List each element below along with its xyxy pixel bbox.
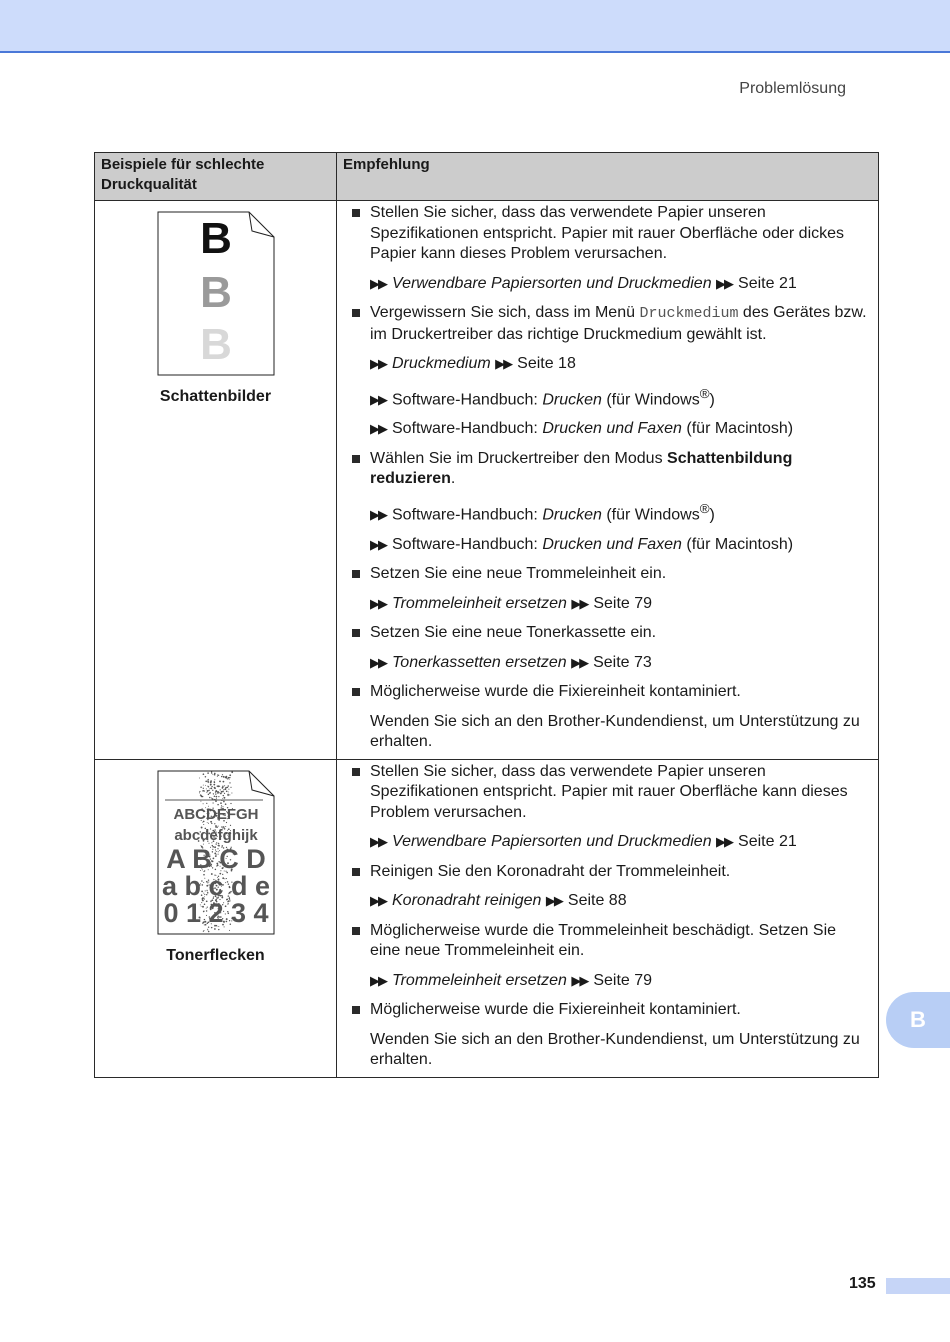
bullet-note: Wenden Sie sich an den Brother-Kundendienst, um Unterstützung zu erhalten. bbox=[370, 712, 860, 751]
double-arrow-icon: ▶▶ bbox=[571, 972, 588, 988]
reference-title: Verwendbare Papiersorten und Druckmedien bbox=[392, 833, 712, 851]
bullet-square-icon bbox=[352, 570, 360, 578]
example-caption: Tonerflecken bbox=[166, 946, 265, 964]
cross-reference bbox=[351, 354, 868, 375]
bullet-item bbox=[351, 449, 868, 490]
reference-suffix: (für Windows bbox=[601, 506, 700, 524]
double-arrow-icon: ▶▶ bbox=[571, 595, 588, 611]
cross-reference bbox=[351, 971, 868, 992]
example-caption: Schattenbilder bbox=[159, 388, 272, 405]
double-arrow-icon: ▶▶ bbox=[716, 834, 733, 850]
header-band bbox=[0, 0, 950, 53]
reference-page[interactable] bbox=[546, 892, 627, 909]
reference-title: Koronadraht reinigen bbox=[392, 892, 542, 910]
page-number-bar bbox=[886, 1278, 950, 1294]
bullet-text: Setzen Sie eine neue Trommeleinheit ein. bbox=[370, 565, 667, 583]
sample-line-2: abcdefghijk bbox=[173, 826, 258, 844]
registered-mark: ® bbox=[699, 385, 710, 401]
bullet-square-icon bbox=[352, 1006, 360, 1014]
cross-reference bbox=[351, 535, 868, 556]
sample-line-4: a b c d e bbox=[161, 870, 270, 901]
bullet-item bbox=[351, 564, 868, 585]
double-arrow-icon: ▶▶ bbox=[571, 654, 588, 670]
cross-reference bbox=[351, 653, 868, 674]
double-arrow-icon: ▶▶ bbox=[370, 421, 386, 437]
bullet-item bbox=[351, 921, 868, 962]
page-link: Seite 79 bbox=[593, 594, 653, 612]
bullet-text: Möglicherweise wurde die Fixiereinheit kontaminiert. bbox=[370, 683, 741, 701]
reference-title: Drucken und Faxen bbox=[542, 420, 682, 438]
sample-line-5: 0 1 2 3 4 bbox=[162, 897, 269, 928]
ghost-image-illustration bbox=[157, 211, 275, 376]
cross-reference bbox=[351, 832, 868, 853]
bullet-text: Stellen Sie sicher, dass das verwendete Papier unseren Spezifikationen entspricht. Papier mit rauer Oberfläche kann dieses Problem verursachen. bbox=[370, 762, 848, 821]
reference-page[interactable] bbox=[571, 654, 652, 671]
table-header-row bbox=[95, 153, 879, 201]
reference-page[interactable] bbox=[716, 833, 797, 850]
reference-prefix: Software-Handbuch: bbox=[392, 420, 543, 438]
section-title: Problemlösung bbox=[739, 80, 846, 97]
bullet-item bbox=[351, 682, 868, 703]
page-link: Seite 21 bbox=[738, 274, 797, 292]
reference-title: Drucken bbox=[542, 506, 602, 524]
bullet-text: Stellen Sie sicher, dass das verwendete Papier unseren Spezifikationen entspricht. Papier mit rauer Oberfläche oder dickes Papier kann dieses Problem verursachen. bbox=[370, 204, 845, 262]
reference-suffix: (für Macintosh) bbox=[681, 535, 794, 553]
double-arrow-icon: ▶▶ bbox=[545, 893, 562, 909]
bullet-item bbox=[351, 623, 868, 644]
cross-reference bbox=[351, 891, 868, 912]
chapter-tab: B bbox=[886, 992, 950, 1048]
cross-reference bbox=[351, 274, 868, 295]
double-arrow-icon: ▶▶ bbox=[716, 275, 733, 291]
bullet-square-icon bbox=[352, 455, 360, 463]
reference-title: Druckmedium bbox=[392, 355, 491, 372]
reference-title: Trommeleinheit ersetzen bbox=[392, 971, 567, 989]
bullet-text: . bbox=[450, 470, 456, 488]
reference-close: ) bbox=[709, 390, 715, 408]
cross-reference bbox=[351, 594, 868, 615]
bullet-text: Möglicherweise wurde die Fixiereinheit kontaminiert. bbox=[370, 1001, 741, 1019]
cross-reference bbox=[351, 499, 868, 526]
ghost-letter-mid: B bbox=[199, 268, 232, 317]
reference-prefix: Software-Handbuch: bbox=[392, 506, 543, 524]
troubleshooting-table bbox=[94, 152, 879, 1078]
reference-title: Drucken bbox=[542, 390, 602, 408]
bullet-text: Vergewissern Sie sich, dass im Menü bbox=[370, 304, 640, 321]
page-link: Seite 21 bbox=[738, 833, 797, 851]
page-number: 135 bbox=[849, 1275, 876, 1292]
double-arrow-icon: ▶▶ bbox=[370, 507, 386, 523]
sample-line-1: ABCDEFGH bbox=[173, 805, 258, 823]
bullet-text: Reinigen Sie den Koronadraht der Trommeleinheit. bbox=[370, 862, 731, 880]
table-row bbox=[95, 201, 879, 760]
double-arrow-icon: ▶▶ bbox=[370, 972, 386, 988]
page-link: Seite 18 bbox=[517, 355, 576, 372]
double-arrow-icon: ▶▶ bbox=[370, 893, 386, 909]
double-arrow-icon: ▶▶ bbox=[370, 391, 386, 407]
double-arrow-icon: ▶▶ bbox=[370, 356, 386, 371]
sample-line-3: A B C D bbox=[165, 843, 266, 874]
double-arrow-icon: ▶▶ bbox=[370, 275, 386, 291]
table-row bbox=[95, 759, 879, 1077]
reference-prefix: Software-Handbuch: bbox=[392, 390, 543, 408]
page-link: Seite 73 bbox=[593, 653, 652, 671]
ghost-letter-dark: B bbox=[199, 214, 232, 263]
recommendation-cell bbox=[337, 201, 879, 760]
bullet-text: Möglicherweise wurde die Trommeleinheit beschädigt. Setzen Sie eine neue Trommeleinheit ein. bbox=[370, 921, 837, 960]
reference-title: Trommeleinheit ersetzen bbox=[392, 594, 567, 612]
reference-prefix: Software-Handbuch: bbox=[392, 535, 543, 553]
bullet-square-icon bbox=[352, 309, 360, 317]
example-cell bbox=[95, 759, 337, 1077]
bullet-square-icon bbox=[352, 209, 360, 217]
menu-name: Druckmedium bbox=[639, 305, 739, 322]
bullet-item bbox=[351, 203, 868, 265]
example-cell bbox=[95, 201, 337, 760]
column-header-recommendation: Empfehlung bbox=[337, 153, 879, 201]
reference-page[interactable] bbox=[571, 595, 652, 612]
cross-reference bbox=[351, 384, 868, 411]
reference-suffix: (für Windows bbox=[601, 390, 700, 408]
bullet-square-icon bbox=[352, 688, 360, 696]
reference-page[interactable] bbox=[716, 275, 797, 292]
bullet-text: Setzen Sie eine neue Tonerkassette ein. bbox=[370, 624, 657, 642]
reference-title: Tonerkassetten ersetzen bbox=[392, 653, 567, 671]
reference-title: Verwendbare Papiersorten und Druckmedien bbox=[392, 274, 712, 292]
cross-reference bbox=[351, 419, 868, 440]
bullet-note: Wenden Sie sich an den Brother-Kundendienst, um Unterstützung zu erhalten. bbox=[370, 1030, 860, 1069]
reference-suffix: (für Macintosh) bbox=[681, 420, 794, 438]
bullet-square-icon bbox=[352, 927, 360, 935]
bullet-text: des Gerätes bzw. im Druckertreiber das richtige Druckmedium gewählt ist. bbox=[370, 304, 867, 343]
page-link: Seite 88 bbox=[567, 892, 627, 910]
mode-name: Schattenbildung reduzieren bbox=[370, 449, 793, 488]
double-arrow-icon: ▶▶ bbox=[370, 654, 386, 670]
bullet-square-icon bbox=[352, 868, 360, 876]
double-arrow-icon: ▶▶ bbox=[495, 356, 512, 371]
bullet-square-icon bbox=[352, 629, 360, 637]
reference-title: Drucken und Faxen bbox=[542, 535, 682, 553]
registered-mark: ® bbox=[699, 500, 710, 516]
reference-page[interactable] bbox=[495, 355, 576, 372]
column-header-examples: Beispiele für schlechte Druckqualität bbox=[95, 153, 337, 201]
double-arrow-icon: ▶▶ bbox=[370, 595, 386, 611]
page-link: Seite 79 bbox=[593, 971, 653, 989]
toner-specks-illustration bbox=[157, 770, 275, 935]
reference-page[interactable] bbox=[571, 972, 652, 989]
bullet-item bbox=[351, 762, 868, 824]
ghost-letter-light: B bbox=[199, 320, 232, 369]
recommendation-cell bbox=[337, 759, 879, 1077]
bullet-item bbox=[351, 303, 868, 345]
bullet-item bbox=[351, 862, 868, 883]
reference-close: ) bbox=[709, 506, 715, 524]
double-arrow-icon: ▶▶ bbox=[370, 536, 386, 552]
bullet-text: Wählen Sie im Druckertreiber den Modus bbox=[370, 449, 668, 467]
bullet-item bbox=[351, 1000, 868, 1021]
bullet-square-icon bbox=[352, 768, 360, 776]
double-arrow-icon: ▶▶ bbox=[370, 834, 386, 850]
